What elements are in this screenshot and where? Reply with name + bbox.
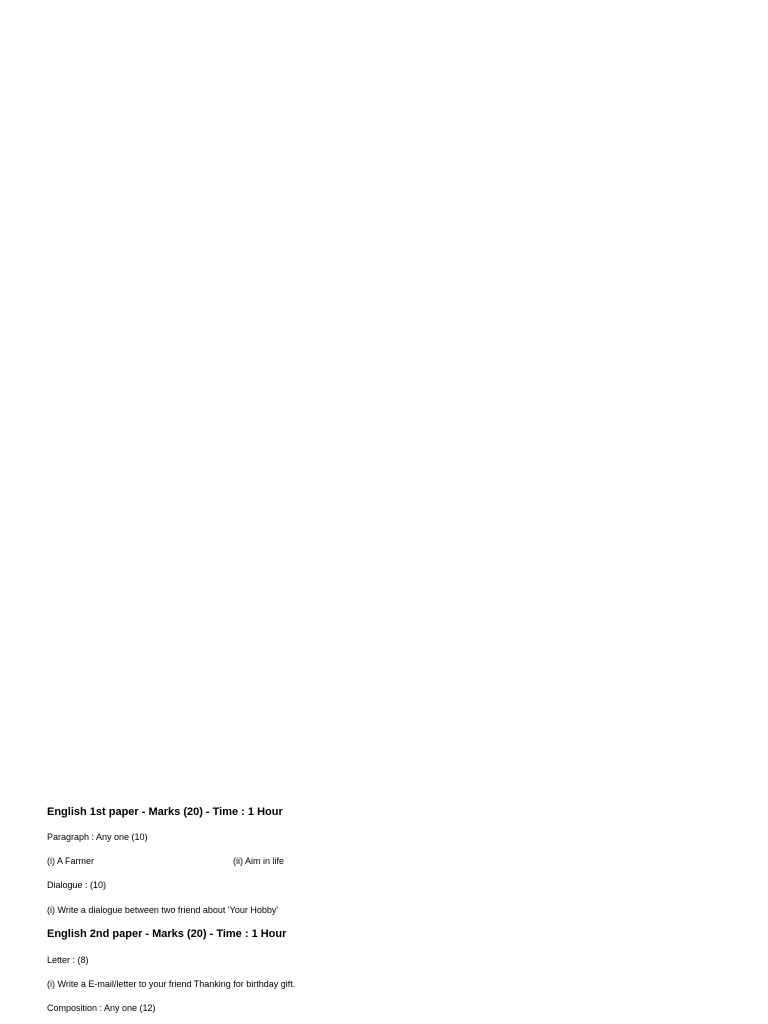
letter-item: (i) Write a E-mail/letter to your friend Thanking for birthday gift. xyxy=(47,979,296,989)
paragraph-option-2: (ii) Aim in life xyxy=(233,856,285,866)
english-paper-1-title: English 1st paper - Marks (20) - Time : 1 Hour xyxy=(47,806,283,818)
letter-label: Letter : (8) xyxy=(47,955,89,965)
paragraph-option-1: (i) A Farmer xyxy=(47,856,95,866)
paragraph-label: Paragraph : Any one (10) xyxy=(47,832,148,842)
composition-label: Composition : Any one (12) xyxy=(47,1003,156,1013)
dialogue-label: Dialogue : (10) xyxy=(47,880,107,890)
dialogue-item: (i) Write a dialogue between two friend about 'Your Hobby' xyxy=(47,905,279,915)
english-paper-2-title: English 2nd paper - Marks (20) - Time : 1 Hour xyxy=(47,928,287,940)
